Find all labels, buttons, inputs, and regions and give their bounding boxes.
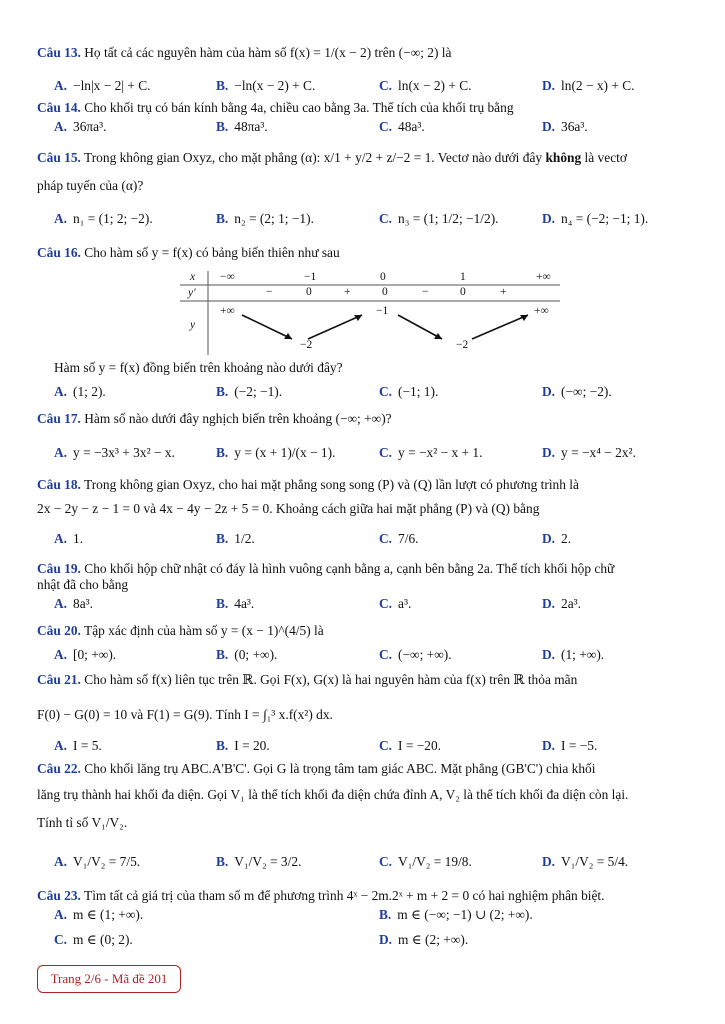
option-a[interactable]: A. n₁ = (1; 2; −2).: [54, 211, 153, 226]
question-number: Câu 23.: [37, 888, 81, 903]
option-d[interactable]: D. 36a³.: [542, 119, 588, 134]
question-number: Câu 21.: [37, 672, 81, 687]
dy-sign: +: [344, 286, 351, 298]
question-text: Tính tỉ số V₁/V₂.: [37, 815, 128, 830]
question-18: [37, 476, 689, 493]
question-text: lăng trụ thành hai khối đa diện. Gọi V₁ là thể tích khối đa diện chứa đỉnh A, V₂ là thể tích khối đa diện còn lại.: [37, 787, 629, 802]
variation-table: [180, 271, 560, 355]
question-text: Cho hàm số y = f(x) có bảng biến thiên như sau: [84, 245, 340, 260]
question-text: Cho khối lăng trụ ABC.A'B'C'. Gọi G là trọng tâm tam giác ABC. Mặt phẳng (GB'C') chia khối: [84, 761, 596, 776]
question-14: [37, 99, 689, 116]
y-value: −2: [300, 339, 313, 351]
question-text: Trong không gian Oxyz, cho hai mặt phẳng song song (P) và (Q) lần lượt có phương trình là: [84, 477, 579, 492]
option-b[interactable]: B. −ln(x − 2) + C.: [216, 78, 316, 93]
question-15: [37, 149, 689, 166]
options-19: [54, 596, 694, 614]
option-d[interactable]: D. m ∈ (2; +∞).: [379, 932, 469, 947]
question-number: Câu 19.: [37, 561, 81, 576]
option-c[interactable]: C. 48a³.: [379, 119, 425, 134]
question-19-line2: [37, 576, 689, 593]
x-value: 0: [380, 271, 386, 283]
x-value: 1: [460, 271, 466, 283]
options-21: [54, 738, 694, 756]
question-text: 2x − 2y − z − 1 = 0 và 4x − 4y − 2z + 5 = 0. Khoảng cách giữa hai mặt phẳng (P) và (Q) bằng: [37, 501, 540, 516]
question-19: [37, 560, 689, 577]
question-text: nhật đã cho bằng: [37, 577, 129, 592]
option-b[interactable]: B. 48πa³.: [216, 119, 268, 134]
question-16-sub: [54, 359, 706, 376]
question-number: Câu 14.: [37, 100, 81, 115]
option-c[interactable]: C. ln(x − 2) + C.: [379, 78, 472, 93]
table-row-x-label: x: [190, 271, 196, 283]
page-footer: [37, 965, 181, 993]
option-d[interactable]: D. V₁/V₂ = 5/4.: [542, 854, 629, 869]
question-text: F(0) − G(0) = 10 và F(1) = G(9). Tính I = ∫₁³ x.f(x²) dx.: [37, 707, 333, 722]
question-22-line2: [37, 786, 689, 803]
option-a[interactable]: A. y = −3x³ + 3x² − x.: [54, 445, 175, 460]
question-number: Câu 15.: [37, 150, 81, 165]
question-text: Cho hàm số f(x) liên tục trên ℝ. Gọi F(x), G(x) là hai nguyên hàm của f(x) trên ℝ thỏa mãn: [84, 672, 578, 687]
question-number: Câu 16.: [37, 245, 81, 260]
page-number-label: Trang 2/6 - Mã đề 201: [50, 971, 168, 986]
x-value: −1: [304, 271, 317, 283]
question-number: Câu 18.: [37, 477, 81, 492]
option-a[interactable]: A. V₁/V₂ = 7/5.: [54, 854, 141, 869]
question-text: Trong không gian Oxyz, cho mặt phẳng (α): x/1 + y/2 + z/−2 = 1. Vectơ nào dưới đây: [84, 150, 543, 165]
option-a[interactable]: A. 36πa³.: [54, 119, 107, 134]
option-c[interactable]: C. a³.: [379, 596, 412, 611]
options-18: [54, 531, 694, 549]
option-a[interactable]: A. m ∈ (1; +∞).: [54, 907, 144, 922]
option-b[interactable]: B. m ∈ (−∞; −1) ∪ (2; +∞).: [379, 907, 533, 922]
question-21: [37, 671, 689, 688]
question-16: [37, 244, 689, 261]
question-18-line2: [37, 500, 689, 517]
options-13: [54, 78, 694, 96]
option-b[interactable]: B. I = 20.: [216, 738, 270, 753]
x-value: +∞: [536, 271, 551, 283]
question-number: Câu 20.: [37, 623, 81, 638]
option-d[interactable]: D. (−∞; −2).: [542, 384, 612, 399]
question-number: Câu 22.: [37, 761, 81, 776]
question-13: [37, 44, 689, 61]
option-c[interactable]: C. (−∞; +∞).: [379, 647, 452, 662]
option-c[interactable]: C. y = −x² − x + 1.: [379, 445, 483, 460]
table-row-y-label: y: [190, 319, 196, 331]
option-b[interactable]: B. y = (x + 1)/(x − 1).: [216, 445, 336, 460]
x-value: −∞: [220, 271, 235, 283]
question-17: [37, 410, 689, 427]
option-d[interactable]: D. I = −5.: [542, 738, 598, 753]
options-16: [54, 384, 694, 402]
options-17: [54, 445, 694, 463]
option-b[interactable]: B. n₂ = (2; 1; −1).: [216, 211, 314, 226]
options-15: [54, 211, 694, 229]
dy-sign: +: [500, 286, 507, 298]
dy-zero: 0: [460, 286, 466, 298]
option-c[interactable]: C. I = −20.: [379, 738, 442, 753]
option-d[interactable]: D. ln(2 − x) + C.: [542, 78, 635, 93]
option-c[interactable]: C. m ∈ (0; 2).: [54, 932, 133, 947]
option-c[interactable]: C. n₃ = (1; 1/2; −1/2).: [379, 211, 499, 226]
option-b[interactable]: B. 4a³.: [216, 596, 255, 611]
question-text: pháp tuyến của (α)?: [37, 178, 144, 193]
option-a[interactable]: A. I = 5.: [54, 738, 102, 753]
dy-sign: −: [422, 286, 429, 298]
dy-zero: 0: [382, 286, 388, 298]
question-15-line2: [37, 177, 689, 194]
option-c[interactable]: C. 7/6.: [379, 531, 419, 546]
option-d[interactable]: D. (1; +∞).: [542, 647, 605, 662]
question-number: Câu 13.: [37, 45, 81, 60]
y-value: −2: [456, 339, 469, 351]
options-20: [54, 647, 694, 665]
variation-table-lines: [180, 271, 560, 355]
question-text: Hàm số nào dưới đây nghịch biến trên khoảng (−∞; +∞)?: [84, 411, 392, 426]
question-21-line2: [37, 706, 689, 723]
options-14: [54, 119, 694, 137]
option-b[interactable]: B. (0; +∞).: [216, 647, 278, 662]
question-number: Câu 17.: [37, 411, 81, 426]
question-text: Hàm số y = f(x) đồng biến trên khoảng nào dưới đây?: [54, 360, 343, 375]
dy-sign: −: [266, 286, 273, 298]
question-22: [37, 760, 689, 777]
question-23: [37, 887, 689, 904]
options-22: [54, 854, 694, 872]
question-text: Cho khối trụ có bán kính bằng 4a, chiều cao bằng 3a. Thể tích của khối trụ bằng: [84, 100, 514, 115]
options-23-row2: [54, 932, 694, 950]
question-22-line3: [37, 814, 689, 831]
y-value: +∞: [534, 305, 549, 317]
dy-zero: 0: [306, 286, 312, 298]
option-b[interactable]: B. V₁/V₂ = 3/2.: [216, 854, 302, 869]
option-a[interactable]: A. (1; 2).: [54, 384, 106, 399]
option-a[interactable]: A. 1.: [54, 531, 84, 546]
question-20: [37, 622, 689, 639]
option-a[interactable]: A. −ln|x − 2| + C.: [54, 78, 151, 93]
option-b[interactable]: B. 1/2.: [216, 531, 255, 546]
options-23-row1: [54, 907, 694, 925]
question-text: là vectơ: [584, 150, 627, 165]
option-d[interactable]: D. y = −x⁴ − 2x².: [542, 445, 636, 460]
question-text: Tập xác định của hàm số y = (x − 1)^(4/5) là: [84, 623, 324, 638]
option-d[interactable]: D. 2.: [542, 531, 572, 546]
table-row-dy-label: y': [188, 287, 196, 299]
question-text: Họ tất cả các nguyên hàm của hàm số f(x) = 1/(x − 2) trên (−∞; 2) là: [84, 45, 452, 60]
y-value: −1: [376, 305, 389, 317]
question-text: Cho khối hộp chữ nhật có đáy là hình vuông cạnh bằng a, cạnh bên bằng 2a. Thể tích khối hộp chữ: [84, 561, 615, 576]
option-a[interactable]: A. [0; +∞).: [54, 647, 117, 662]
option-d[interactable]: D. n₄ = (−2; −1; 1).: [542, 211, 649, 226]
option-d[interactable]: D. 2a³.: [542, 596, 582, 611]
option-b[interactable]: B. (−2; −1).: [216, 384, 283, 399]
question-text: Tìm tất cả giá trị của tham số m để phương trình 4ˣ − 2m.2ˣ + m + 2 = 0 có hai nghiệm phân biệt.: [84, 888, 605, 903]
keyword-not: không: [545, 150, 582, 165]
option-c[interactable]: C. (−1; 1).: [379, 384, 439, 399]
option-c[interactable]: C. V₁/V₂ = 19/8.: [379, 854, 472, 869]
y-value: +∞: [220, 305, 235, 317]
option-a[interactable]: A. 8a³.: [54, 596, 94, 611]
